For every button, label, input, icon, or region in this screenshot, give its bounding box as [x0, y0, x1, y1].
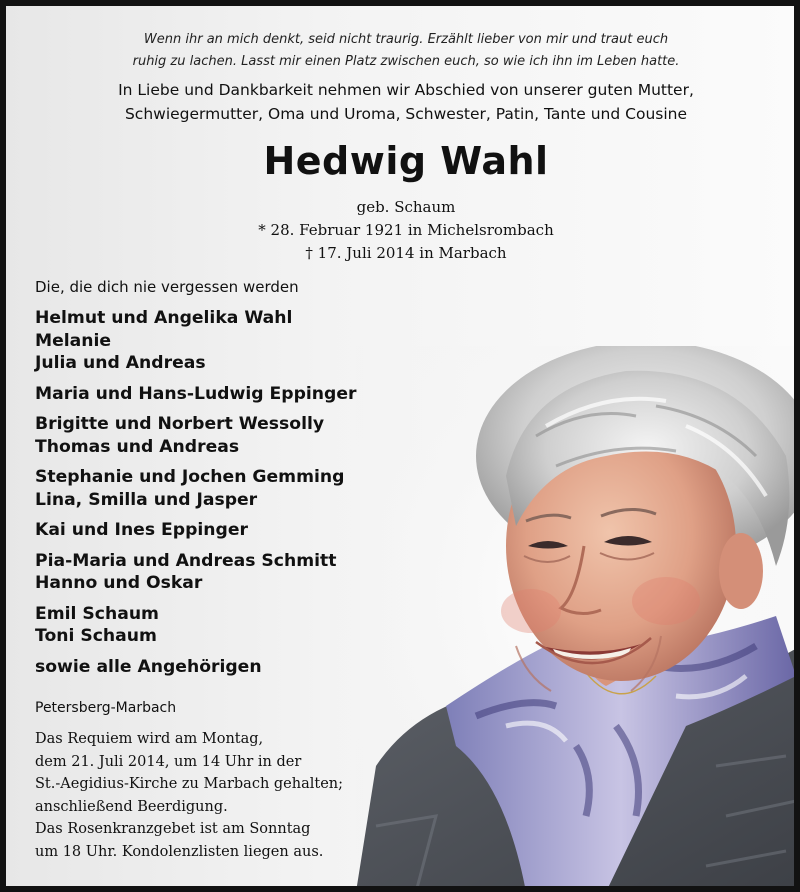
mourner-group	[35, 550, 415, 595]
quote-line-1: Wenn ihr an mich denkt, seid nicht traurig. Erzählt lieber von mir und traut euch	[143, 32, 669, 47]
mourner-group	[35, 307, 415, 375]
maiden-name: geb. Schaum	[356, 198, 456, 216]
intro-line-1: In Liebe und Dankbarkeit nehmen wir Abschied von unserer guten Mutter,	[118, 81, 694, 99]
location: Petersberg-Marbach	[35, 700, 177, 716]
mourner-name: Lina, Smilla und Jasper	[35, 489, 258, 510]
mourner-group	[35, 383, 415, 406]
mourner-name: Julia und Andreas	[35, 353, 206, 373]
mourner-name: Emil Schaum	[35, 603, 159, 624]
mourner-group	[35, 466, 415, 511]
service-line: Das Rosenkranzgebet ist am Sonntag	[35, 821, 311, 837]
life-dates	[6, 196, 800, 265]
mourners-intro: Die, die dich nie vergessen werden	[35, 278, 299, 296]
service-line: St.-Aegidius-Kirche zu Marbach gehalten;	[35, 776, 344, 792]
mourner-name: Melanie	[35, 330, 112, 351]
service-line: dem 21. Juli 2014, um 14 Uhr in der	[35, 753, 302, 770]
mourner-name: Kai und Ines Eppinger	[35, 520, 248, 540]
mourner-name: Hanno und Oskar	[35, 573, 203, 593]
mourner-name: Stephanie und Jochen Gemming	[35, 467, 345, 487]
mourner-name: sowie alle Angehörigen	[35, 656, 262, 677]
intro-line-2: Schwiegermutter, Oma und Uroma, Schwester, Patin, Tante und Cousine	[124, 105, 688, 123]
mourner-name: Toni Schaum	[35, 626, 157, 646]
mourner-name: Pia-Maria und Andreas Schmitt	[35, 550, 337, 571]
death-date: † 17. Juli 2014 in Marbach	[305, 244, 507, 262]
portrait-illustration	[356, 346, 800, 892]
service-line: Das Requiem wird am Montag,	[35, 731, 264, 747]
service-line: um 18 Uhr. Kondolenzlisten liegen aus.	[35, 843, 324, 860]
opening-quote	[6, 29, 800, 73]
service-details	[35, 728, 365, 863]
mourner-group	[35, 519, 415, 542]
deceased-name: Hedwig Wahl	[263, 139, 549, 183]
mourners-section	[35, 278, 415, 686]
mourner-name: Maria und Hans-Ludwig Eppinger	[35, 383, 357, 404]
mourner-group	[35, 603, 415, 648]
portrait-photo	[356, 346, 800, 892]
mourner-name: Helmut und Angelika Wahl	[35, 308, 293, 328]
quote-line-2: ruhig zu lachen. Lasst mir einen Platz zwischen euch, so wie ich ihn im Leben hatte.	[132, 54, 680, 69]
mourner-group	[35, 656, 415, 679]
birth-date: * 28. Februar 1921 in Michelsrombach	[258, 221, 554, 239]
service-line: anschließend Beerdigung.	[35, 798, 228, 815]
mourner-name: Brigitte und Norbert Wessolly	[35, 414, 325, 434]
farewell-intro	[6, 78, 800, 126]
mourner-name: Thomas und Andreas	[35, 436, 240, 457]
mourner-group	[35, 413, 415, 458]
